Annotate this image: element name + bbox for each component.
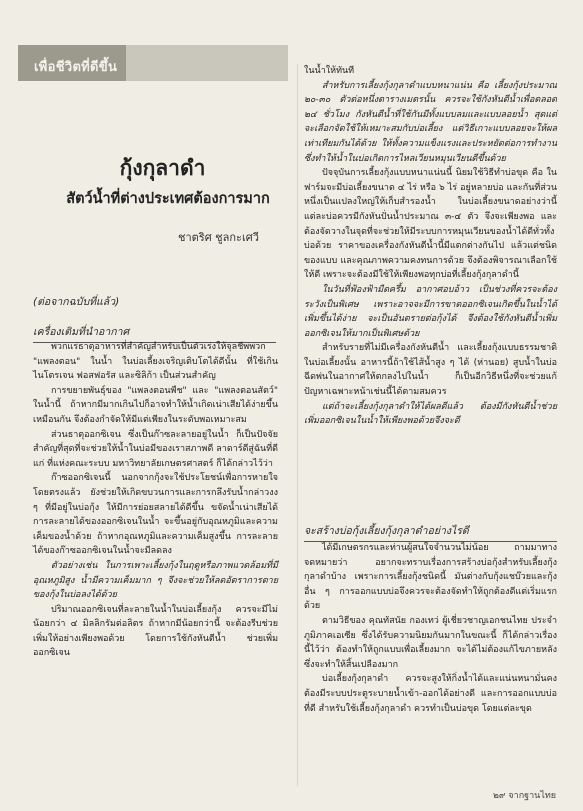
right-column-top [304, 64, 557, 429]
left-heading [33, 323, 129, 340]
paragraph: สำหรับรายที่ไม่มีเครื่องกังหันตีน้ำ และเลี้ยงกุ้งแบบธรรมชาติในบ่อเลี้ยงนั้น อาหารนี้ถ้าใช้ไส้น้ำสูง ๆ ได้ (ห่านอย) สูบน้ำในบ่อฉีดพ่นในอากาศให้ตกลงไปในน้ำ ก็เป็นอีกวิธีหนึ่งที่จะช่วยแก้ปัญหาเฉพาะหน้าเช่นนี้ได้ตามสมควร [304, 343, 557, 398]
paragraph: สำหรับการเลี้ยงกุ้งกุลาดำแบบหนาแน่น คือ เลี้ยงกุ้งประมาณ ๒๐-๓๐ ตัวต่อหนึ่งตารางเมตรนั้น ควรจะใช้กังหันตีน้ำเพื่อตลอด ๒๔ ชั่วโมง กังหันตีน้ำที่ใช้กันมีทั้งแบบลมและแบบลอยน้ำ สุดแต่จะเลือกจัดใช้ให้เหมาะสมกับบ่อเลี้ยง แต่วิธีเกาะแบบลอยจะให้ผลเท่าเทียมกันได้ด้วย ให้ทั้งความแข็งแรงและประหยัดต่อการทำงานซึ่งทำให้น้ำในบ่อเกิดการไหลเวียนหมุนเวียนดีขึ้นด้วย [304, 80, 557, 164]
article-subtitle: สัตว์น้ำที่ต่างประเทศต้องการมาก [66, 191, 270, 207]
paragraph: ปริมาณออกซิเจนที่ละลายในน้ำในบ่อเลี้ยงกุ้ง ควรจะมีไม่น้อยกว่า ๔ มิลลิกรัมต่อลิตร ถ้าหากมีน้อยกว่านี้ จะต้องรีบช่วยเพิ่มให้อย่างเพียงพอด้วย โดยการใช้กังหันตีน้ำ ช่วยเพิ่มออกซิเจน [33, 604, 278, 659]
article-title: กุ้งกุลาดำ [119, 156, 206, 180]
left-heading-text: เครื่องเติมที่นำอากาศ [33, 326, 130, 338]
section-label: เพื่อชีวิตที่ดีขึ้น [34, 60, 118, 75]
paragraph: ตัวอย่างเช่น ในการเพาะเลี้ยงกุ้งในฤดูหรือภาพแวดล้อมที่มีอุณหภูมิสูง น้ำมีความเค็มมาก ๆ จึงจะช่วยให้ลดอัตราการตายของกุ้งในบ่อลงได้ด้วย [33, 560, 278, 601]
paragraph: บ่อเลี้ยงกุ้งกุลาดำ ควรจะสูงให้กิ่งน้ำได้และแน่นหนามั่นคง ต้องมีระบบประตูระบายน้ำเข้า-ออกได้อย่างดี และการออกแบบบ่อที่ดี สำหรับใช้เลี้ยงกุ้งกุลาดำ ควรทำเป็นบ่อขุด โดยแต่ละขุด [304, 674, 557, 714]
paragraph: ส่วนธาตุออกซิเจน ซึ่งเป็นก๊าซละลายอยู่ในน้ำ ก็เป็นปัจจัยสำคัญที่สุดที่จะช่วยให้น้ำในบ่อมีของเราสภาพดี ลาดาร์ดีสู่ฉันที่ดีแก่ ที่แห่งคณะระบบ มหาวิทยาลัยเกษตรศาสตร์ ก็ได้กล่าวไว้ว่า [33, 429, 278, 469]
right-heading [304, 522, 469, 539]
right-heading-text: จะสร้างบ่อกุ้งเลี้ยงกุ้งกุลาดำอย่างไรดี [304, 525, 469, 537]
paragraph: ปัจจุบันการเลี้ยงกุ้งแบบหนาแน่นนี้ นิยมใช้วิธีทำบ่อขุด คือ ในฟาร์มจะมีบ่อเลี้ยงขนาด ๔ ไร่ หรือ ๖ ไร่ อยู่หลายบ่อ และกันที่ส่วนหนึ่งเป็นแปลงใหญ่ให้เก็บสำรองน้ำ ในบ่อเลี้ยงขนาดอย่างว่านี้ แต่ละบ่อควรมีกังหันปั่นน้ำประมาณ ๓-๔ ตัว จึงจะเพียงพอ และต้องจัดวางในจุดที่จะช่วยให้มีระบบการหมุนเวียนของน้ำได้ดีทั่วทั้งบ่อด้วย ราคาของเครื่องกังหันตีน้ำนี้มีแตกต่างกันไป แล้วแต่ชนิดของแบบ และคุณภาพความคงทนการด้วย จึงต้องพิจารณาเลือกใช้ให้ดี เพราะจะต้องมีใช้ให้เพียงพอทุกบ่อที่เลี้ยงกุ้งกุลาดำนี้ [304, 168, 557, 281]
paragraph: การขยายพันธุ์ของ "แพลงตอนพืช" และ "แพลงตอนสัตว์" ในน้ำนี้ ถ้าหากมีมากเกินไปก็อาจทำให้น้ำเกิดเน่าเสียได้ง่ายขึ้น เหมือนกัน จึงต้องกำจัดให้มีแต่เพียงในระดับพอเหมาะสม [33, 385, 278, 425]
article-author: ชาตริศ ชูลกะเศวี [178, 231, 259, 244]
page-footer: ๒๙ จากฐานไทย [493, 791, 557, 801]
paragraph: ในน้ำให้ทันที [304, 66, 355, 76]
paragraph: ตามวิธีของ คุณทัสนัย กองเทว่ ผู้เชี่ยวชาญเอกชนไทย ประจำภูมิภาคเอเซีย ซึ่งได้รับความนิยมกันมากในขณะนี้ ก็ได้กล่าวเรื่องนี้ไว้ว่า ต้องทำให้ถูกแบบเพื่อเลี้ยงมาก จะได้ไม่ต้องแก้ไขภายหลัง ซึ่งจะทำให้สิ้นเปลืองมาก [304, 615, 557, 670]
paragraph: พวกแร่ธาตุอาหารที่สำคัญสำหรับเป็นตัวเร่งให้จุลชีพพวก "แพลงตอน" ในน้ำ ในบ่อเลี้ยงเจริญเติบโตได้ดีนั้น ที่ใช้เกินไนโตรเจน ฟอสฟอรัส และซิลิก้า เป็นส่วนสำคัญ [33, 342, 278, 382]
column-divider [297, 64, 298, 786]
paragraph: ในวันที่ฟ้องฟ้ามืดครึ้ม อากาศอบอ้าว เป็นช่วงที่ควรจะต้องระวังเป็นพิเศษ เพราะอาจจะมีการขาดออกซิเจนเกิดขึ้นในน้ำได้ เพิ่มขึ้นได้ง่าย จะเป็นอันตรายต่อกุ้งได้ จึงต้องใช้กังหันตีน้ำเพิ่มออกซิเจนให้มากเป็นพิเศษด้วย [304, 284, 557, 339]
paragraph: ก๊าซออกซิเจนนี้ นอกจากกุ้งจะใช้ประโยชน์เพื่อการหายใจโดยตรงแล้ว ยังช่วยให้เกิดขบวนการและการกลึงรับน้ำกล่าวงง ๆ ที่มีอยู่ในบ่อกุ้ง ให้มีการย่อยสลายได้ดีขึ้น ขจัดน้ำเน่าเสียได้ การละลายได้ของออกซิเจนในน้ำ จะขึ้นอยู่กับอุณหภูมิและความเค็มของน้ำด้วย ถ้าหากอุณหภูมิและความเค็มสูงขึ้น การละลายได้ของก๊าซออกซิเจนในน้ำจะมีลดลง [33, 473, 278, 557]
continued-note: (ต่อจากฉบับที่แล้ว) [33, 296, 120, 308]
right-column-bottom [304, 541, 557, 716]
paragraph: ได้มีเกษตรกรและท่านผู้สนใจจำนวนไม่น้อย ถามมาทางจดหมายว่า อยากจะทราบเรื่องการสร้างบ่อกุ้งสำหรับเลี้ยงกุ้งกุลาดำบ้าง เพราะการเลี้ยงกุ้งชนิดนี้ มันต่างกับกุ้งแชบ๊วยและกุ้งอื่น ๆ การออกแบบบ่อจึงควรจะต้องจัดทำให้ถูกต้องดีแต่เริ่มแรกด้วย [304, 543, 557, 612]
paragraph: แต่ถ้าจะเลี้ยงกุ้งกุลาดำให้ได้ผลดีแล้ว ต้องมีกังหันตีน้ำช่วยเพิ่มออกซิเจนในน้ำให้เพียงพอด้วยจึงจะดี [304, 401, 557, 427]
left-column [33, 340, 278, 661]
